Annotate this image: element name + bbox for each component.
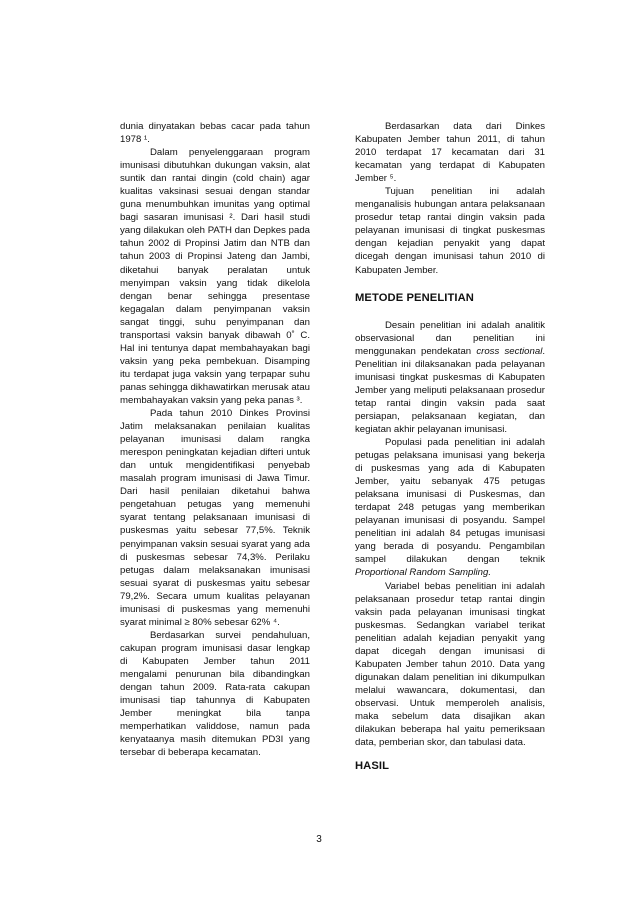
paragraph bbox=[355, 319, 545, 436]
paragraph bbox=[355, 436, 545, 580]
paragraph: Variabel bebas penelitian ini adalah pelaksanaan prosedur tetap rantai dingin vaksin pada pelayanan imunisasi tingkat puskesmas. Sedangkan variabel terikat penelitian adalah kejadian penyakit yang dapat dicegah dengan imunisasi di Kabupaten Jember tahun 2010. Data yang digunakan dalam penelitian ini dikumpulkan melalui wawancara, dokumentasi, dan observasi. Untuk memperoleh analisis, maka sebelum data disajikan akan dilakukan beberapa hal yaitu pemeriksaan data, pemberian skor, dan tabulasi data. bbox=[355, 580, 545, 749]
right-column bbox=[355, 120, 545, 773]
text-span: Desain penelitian ini adalah analitik observasional dan penelitian ini menggunakan pendekatan bbox=[355, 319, 545, 357]
section-heading-metode: METODE PENELITIAN bbox=[355, 291, 474, 304]
paragraph: dunia dinyatakan bebas cacar pada tahun 1978 ¹. bbox=[120, 121, 310, 146]
section-heading-hasil: HASIL bbox=[355, 760, 390, 773]
paragraph: Dalam penyelenggaraan program imunisasi dibutuhkan dukungan vaksin, alat suntik dan rantai dingin (cold chain) agar kualitas vaksinasi sesuai dengan standar guna menumbuhkan imunitas yang optimal bagi sasaran imunisasi ². Dari hasil studi yang dilakukan oleh PATH dan Depkes pada tahun 2002 di Propinsi Jatim dan NTB dan tahun 2003 di Propinsi Jateng dan Jambi, diketahui banyak peralatan untuk menyimpan vaksin yang tidak dikelola dengan benar sehingga presentase kegagalan dalam penyimpanan vaksin sangat tinggi, suhu penyimpanan dan transportasi vaksin banyak dibawah 0˚ C. Hal ini tentunya dapat membahayakan bagi vaksin yang peka pembekuan. Disamping itu terdapat juga vaksin yang terpapar suhu panas sehingga dikhawatirkan merusak atau membahayakan vaksin yang peka panas ³. bbox=[120, 147, 310, 406]
italic-term: cross sectional bbox=[476, 345, 543, 357]
paragraph: Berdasarkan data dari Dinkes Kabupaten Jember tahun 2011, di tahun 2010 terdapat 17 kecamatan dari 31 kecamatan yang terdapat di Kabupaten Jember ⁵. bbox=[355, 121, 545, 185]
paragraph: Pada tahun 2010 Dinkes Provinsi Jatim melaksanakan penilaian kualitas pelayanan imunisasi dalam rangka merespon peningkatan kejadian difteri untuk dan untuk mengidentifikasi penyebab masalah program imunisasi di Jawa Timur. Dari hasil penilaian diketahui bahwa pengetahuan petugas yang memenuhi syarat tentang pelaksanaan imunisasi di puskesmas yaitu sebesar 77,5%. Teknik penyimpanan vaksin sesuai syarat yang ada di puskesmas sebesar 74,3%. Perilaku petugas dalam melaksanakan imunisasi sesuai syarat di puskesmas yaitu sebesar 79,2%. Secara umum kualitas pelayanan imunisasi di puskesmas yang memenuhi syarat minimal ≥ 80% sebesar 62% ⁴. bbox=[120, 408, 310, 628]
text-span: . Penelitian ini dilaksanakan pada pelayanan imunisasi tingkat puskesmas di Kabupaten Jember yang meliputi pelaksanaan prosedur tetap rantai dingin vaksin pada saat persiapan, pelaksanaan kegiatan, dan kegiatan akhir pelayanan imunisasi. bbox=[355, 345, 545, 435]
italic-term: Proportional Random Sampling. bbox=[355, 567, 491, 579]
page-number: 3 bbox=[316, 834, 322, 845]
text-span: Populasi pada penelitian ini adalah petugas pelaksana imunisasi yang bekerja di puskesmas yang ada di Kabupaten Jember, yaitu sebanyak 475 petugas pelaksana imunisasi di Puskesmas, dan terdapat 248 petugas yang memberikan pelayanan imunisasi di posyandu. Sampel penelitian ini adalah 84 petugas imunisasi yang berada di posyandu. Pengambilan sampel dilakukan dengan teknik bbox=[355, 436, 545, 566]
paragraph: Berdasarkan survei pendahuluan, cakupan program imunisasi dasar lengkap di Kabupaten Jember tahun 2011 mengalami penurunan bila dibandingkan dengan tahun 2009. Rata-rata cakupan imunisasi tiap tahunnya di Kabupaten Jember meningkat bila tanpa memperhatikan validdose, namun pada kenyataanya masih ditemukan PD3I yang tersebar di beberapa kecamatan. bbox=[120, 629, 310, 759]
left-column bbox=[120, 120, 310, 759]
paragraph: Tujuan penelitian ini adalah menganalisis hubungan antara pelaksanaan prosedur tetap rantai dingin vaksin pada pelayanan imunisasi di tingkat puskesmas dengan kejadian penyakit yang dapat dicegah dengan imunisasi tahun 2010 di Kabupaten Jember. bbox=[355, 186, 545, 276]
